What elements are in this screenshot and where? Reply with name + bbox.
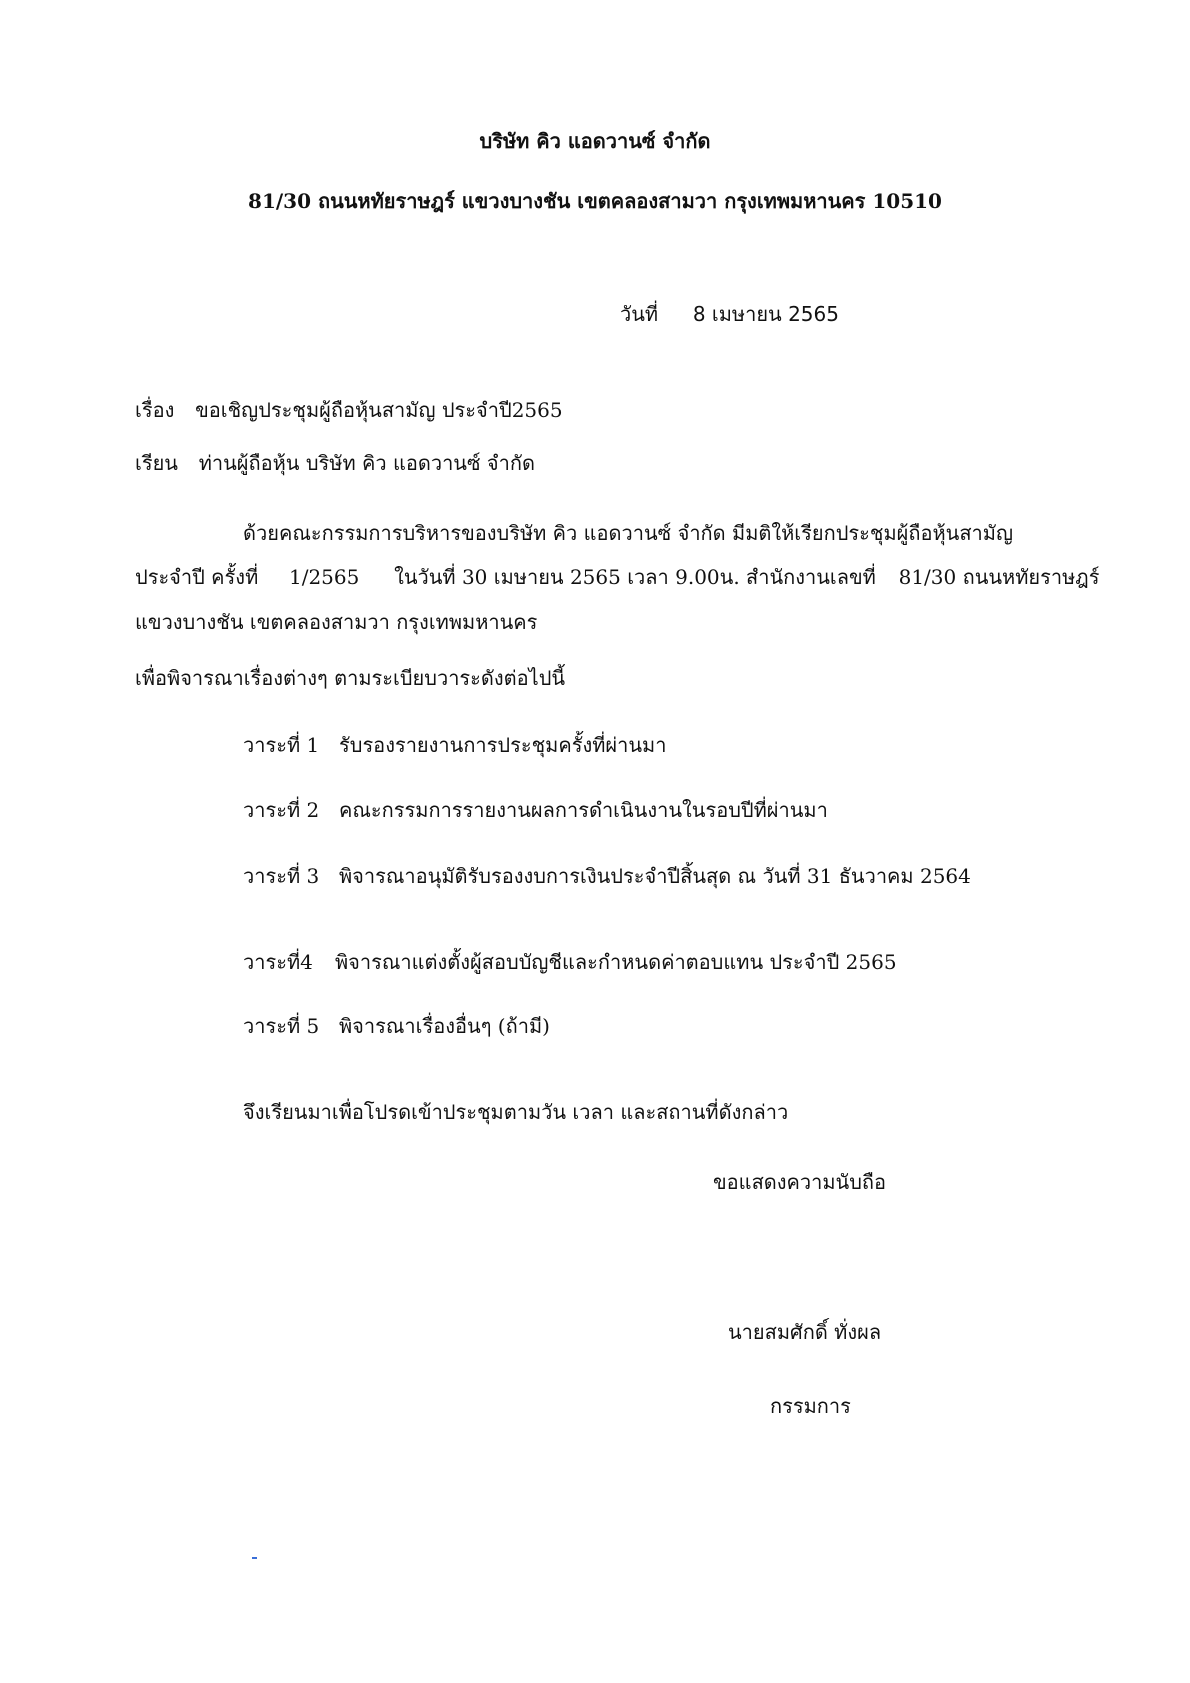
signatory-title: กรรมการ bbox=[770, 1394, 851, 1418]
date-value: 8 เมษายน 2565 bbox=[692, 302, 839, 326]
closing-regards: ขอแสดงความนับถือ bbox=[713, 1170, 887, 1194]
company-name: บริษัท คิว แอดวานซ์ จำกัด bbox=[479, 129, 711, 153]
agenda-item bbox=[243, 948, 897, 976]
agenda-text: พิจารณาอนุมัติรับรองงบการเงินประจำปีสิ้นสุด ณ วันที่ 31 ธันวาคม 2564 bbox=[339, 864, 971, 888]
body-paragraph-line-3: แขวงบางชัน เขตคลองสามวา กรุงเทพมหานคร bbox=[135, 610, 538, 634]
closing-invitation: จึงเรียนมาเพื่อโปรดเข้าประชุมตามวัน เวลา และสถานที่ดังกล่าว bbox=[243, 1100, 789, 1124]
agenda-intro: เพื่อพิจารณาเรื่องต่างๆ ตามระเบียบวาระดังต่อไปนี้ bbox=[135, 666, 566, 690]
stray-mark bbox=[252, 1557, 257, 1559]
agenda-text: พิจารณาแต่งตั้งผู้สอบบัญชีและกำหนดค่าตอบแทน ประจำปี 2565 bbox=[335, 950, 897, 974]
body-paragraph-line-1: ด้วยคณะกรรมการบริหารของบริษัท คิว แอดวานซ์ จำกัด มีมติให้เรียกประชุมผู้ถือหุ้นสามัญ bbox=[243, 521, 1014, 545]
agenda-text: รับรองรายงานการประชุมครั้งที่ผ่านมา bbox=[339, 733, 667, 757]
agenda-item bbox=[243, 862, 971, 890]
document-date bbox=[620, 300, 839, 328]
recipient-text: ท่านผู้ถือหุ้น บริษัท คิว แอดวานซ์ จำกัด bbox=[198, 451, 535, 475]
agenda-text: คณะกรรมการรายงานผลการดำเนินงานในรอบปีที่ผ่านมา bbox=[339, 798, 828, 822]
agenda-number: วาระที่ 2 bbox=[243, 798, 320, 822]
company-address: 81/30 ถนนหทัยราษฎร์ แขวงบางชัน เขตคลองสามวา กรุงเทพมหานคร 10510 bbox=[248, 189, 942, 213]
recipient-line bbox=[135, 449, 535, 477]
date-label: วันที่ bbox=[620, 302, 659, 326]
recipient-label: เรียน bbox=[135, 451, 178, 475]
agenda-number: วาระที่ 3 bbox=[243, 864, 320, 888]
signatory-name: นายสมศักดิ์ ทั่งผล bbox=[728, 1320, 882, 1344]
agenda-text: พิจารณาเรื่องอื่นๆ (ถ้ามี) bbox=[339, 1014, 550, 1038]
subject-label: เรื่อง bbox=[135, 398, 175, 422]
body-paragraph-line-2: ประจำปี ครั้งที่ 1/2565 ในวันที่ 30 เมษายน 2565 เวลา 9.00น. สำนักงานเลขที่ 81/30 ถนนหทัยราษฎร์ bbox=[135, 565, 1100, 589]
agenda-item bbox=[243, 796, 828, 824]
subject-line bbox=[135, 396, 563, 424]
subject-text: ขอเชิญประชุมผู้ถือหุ้นสามัญ ประจำปี2565 bbox=[195, 398, 563, 422]
agenda-number: วาระที่ 1 bbox=[243, 733, 320, 757]
agenda-number: วาระที่4 bbox=[243, 950, 313, 974]
agenda-number: วาระที่ 5 bbox=[243, 1014, 320, 1038]
agenda-item bbox=[243, 1012, 550, 1040]
agenda-item bbox=[243, 731, 666, 759]
